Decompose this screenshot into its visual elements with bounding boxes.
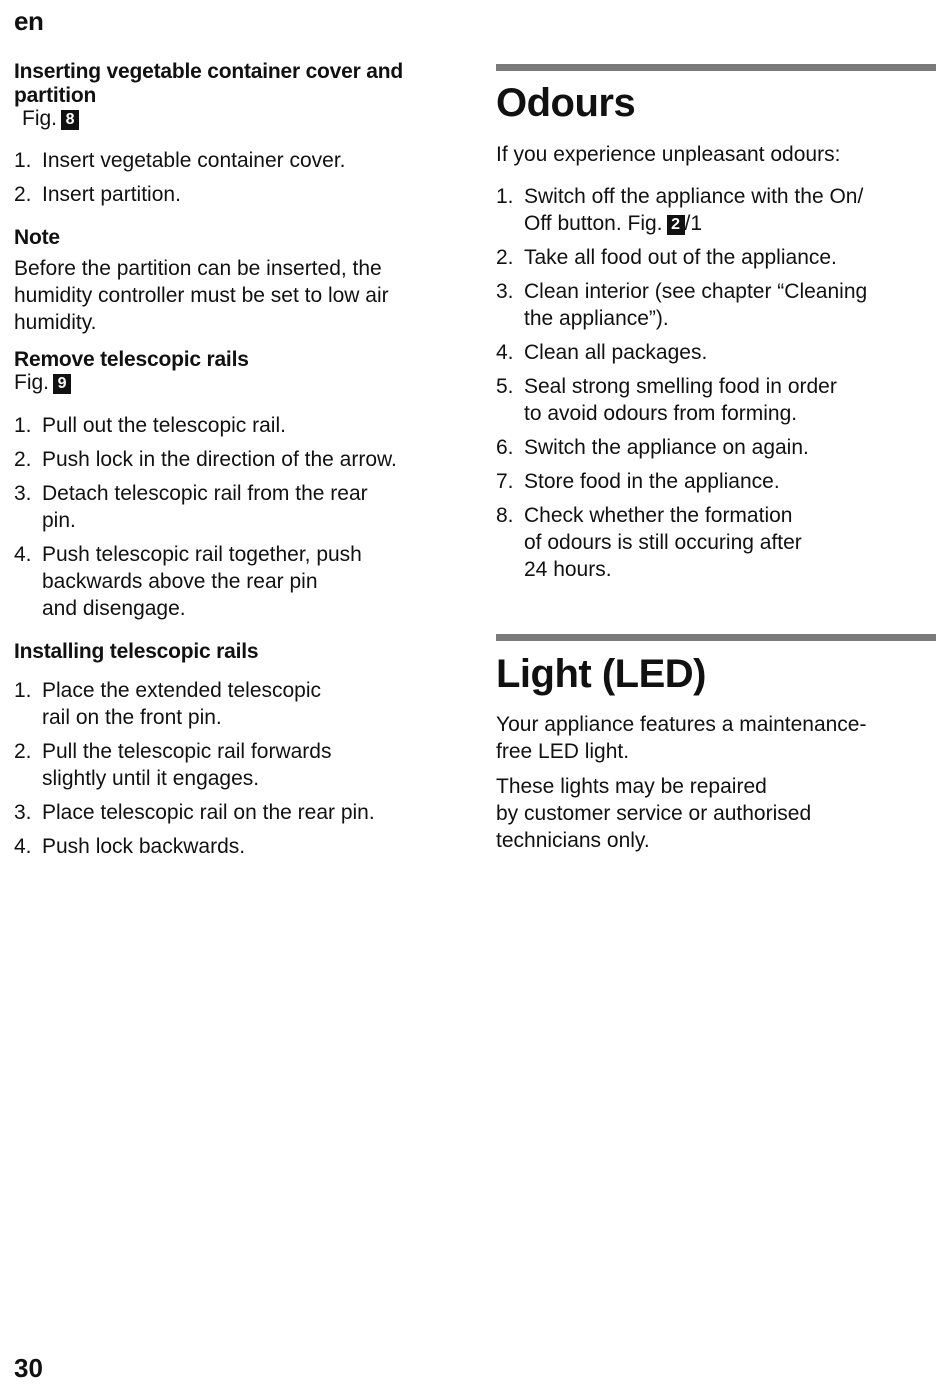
- step-number: 1.: [496, 185, 514, 208]
- step-text: Store food in the appliance.: [524, 470, 780, 493]
- fig-number-badge: 2: [667, 215, 685, 235]
- step-number: 7.: [496, 470, 514, 493]
- step-text: of odours is still occuring after: [524, 531, 802, 554]
- list-item: [14, 799, 464, 826]
- list-item: [496, 468, 936, 495]
- step-text: Push telescopic rail together, push: [42, 543, 362, 566]
- text-line: free LED light.: [496, 740, 630, 763]
- list-item: [496, 183, 936, 237]
- fig-label: Off button. Fig.: [524, 212, 663, 235]
- list-item: [14, 677, 464, 731]
- light-paragraph-2: [496, 773, 936, 854]
- step-text: Pull out the telescopic rail.: [42, 414, 286, 437]
- fig-label: Fig.: [14, 371, 50, 394]
- list-item: [14, 446, 464, 473]
- heading-line: Inserting vegetable container cover and: [14, 60, 403, 83]
- steps-list-remove: [14, 412, 464, 629]
- section-divider: [496, 64, 936, 71]
- step-text: pin.: [42, 509, 76, 532]
- step-text: the appliance”).: [524, 307, 669, 330]
- step-number: 5.: [496, 375, 514, 398]
- step-text: Insert partition.: [42, 183, 181, 206]
- text-line: by customer service or authorised: [496, 802, 812, 825]
- step-text: Switch off the appliance with the On/: [524, 185, 864, 208]
- step-text: Insert vegetable container cover.: [42, 149, 346, 172]
- fig-suffix: /1: [684, 212, 703, 235]
- heading-installing-telescopic-rails: Installing telescopic rails: [14, 640, 259, 663]
- fig-number-badge: 8: [61, 110, 79, 130]
- list-item: [496, 278, 936, 332]
- step-text: Clean interior (see chapter “Cleaning: [524, 280, 868, 303]
- step-text: Push lock in the direction of the arrow.: [42, 448, 397, 471]
- list-item: [14, 181, 464, 208]
- step-number: 2.: [14, 740, 32, 763]
- step-text: [524, 210, 936, 237]
- text-line: Before the partition can be inserted, the: [14, 257, 382, 280]
- figure-reference: [14, 371, 71, 395]
- text-line: These lights may be repaired: [496, 775, 767, 798]
- fig-label: Fig.: [22, 107, 58, 130]
- list-item: [496, 244, 936, 271]
- step-text: backwards above the rear pin: [42, 570, 318, 593]
- note-paragraph: [14, 255, 464, 336]
- step-text: Place the extended telescopic: [42, 679, 322, 702]
- step-number: 1.: [14, 149, 32, 172]
- step-text: 24 hours.: [524, 558, 612, 581]
- heading-line: partition: [14, 84, 97, 107]
- step-text: to avoid odours from forming.: [524, 402, 798, 425]
- figure-reference: [22, 107, 79, 131]
- step-number: 8.: [496, 504, 514, 527]
- step-text: rail on the front pin.: [42, 706, 222, 729]
- heading-light-led: Light (LED): [496, 652, 706, 696]
- odours-intro: If you experience unpleasant odours:: [496, 143, 841, 166]
- step-text: Clean all packages.: [524, 341, 708, 364]
- step-number: 1.: [14, 679, 32, 702]
- page-number: 30: [14, 1353, 43, 1383]
- list-item: [14, 738, 464, 792]
- list-item: [14, 147, 464, 174]
- heading-odours: Odours: [496, 81, 636, 125]
- step-text: Take all food out of the appliance.: [524, 246, 837, 269]
- heading-remove-telescopic-rails: Remove telescopic rails: [14, 348, 249, 371]
- step-text: Place telescopic rail on the rear pin.: [42, 801, 375, 824]
- heading-note: Note: [14, 226, 60, 249]
- fig-number-badge: 9: [53, 374, 71, 394]
- list-item: [14, 412, 464, 439]
- step-text: slightly until it engages.: [42, 767, 260, 790]
- step-number: 6.: [496, 436, 514, 459]
- list-item: [496, 373, 936, 427]
- step-number: 4.: [14, 543, 32, 566]
- text-line: technicians only.: [496, 829, 650, 852]
- language-code: en: [14, 6, 44, 36]
- step-number: 1.: [14, 414, 32, 437]
- steps-list-install: [14, 677, 464, 867]
- step-text: Detach telescopic rail from the rear: [42, 482, 368, 505]
- step-text: Check whether the formation: [524, 504, 793, 527]
- step-text: Pull the telescopic rail forwards: [42, 740, 332, 763]
- step-text: Seal strong smelling food in order: [524, 375, 837, 398]
- step-number: 3.: [14, 482, 32, 505]
- step-text: Switch the appliance on again.: [524, 436, 809, 459]
- step-number: 2.: [496, 246, 514, 269]
- step-number: 4.: [496, 341, 514, 364]
- list-item: [496, 434, 936, 461]
- section-divider: [496, 634, 936, 641]
- list-item: [14, 833, 464, 860]
- step-number: 2.: [14, 183, 32, 206]
- list-item: [14, 541, 464, 622]
- step-number: 3.: [14, 801, 32, 824]
- step-number: 3.: [496, 280, 514, 303]
- step-text: and disengage.: [42, 597, 186, 620]
- step-number: 4.: [14, 835, 32, 858]
- list-item: [496, 339, 936, 366]
- list-item: [496, 502, 936, 583]
- step-number: 2.: [14, 448, 32, 471]
- text-line: Your appliance features a maintenance-: [496, 713, 867, 736]
- steps-list-odours: [496, 183, 936, 590]
- text-line: humidity.: [14, 311, 97, 334]
- steps-list-insert: [14, 147, 464, 215]
- heading-insert-vegetable-cover: [14, 60, 403, 108]
- list-item: [14, 480, 464, 534]
- light-paragraph-1: [496, 711, 936, 765]
- text-line: humidity controller must be set to low air: [14, 284, 389, 307]
- step-text: Push lock backwards.: [42, 835, 246, 858]
